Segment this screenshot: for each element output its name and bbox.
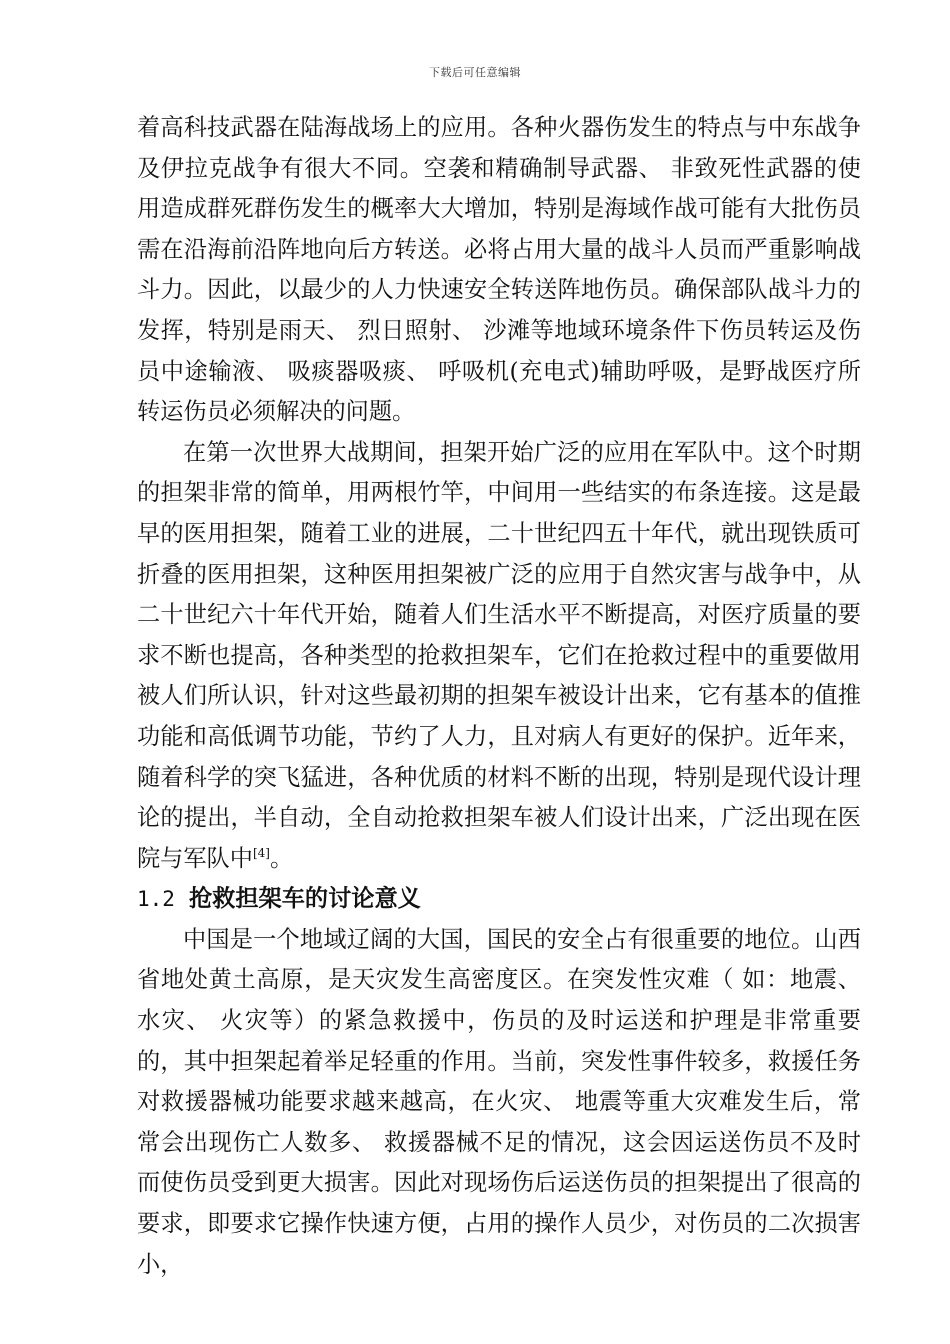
section-number: 1.2 [137,887,175,912]
section-heading [137,879,861,920]
paragraph-1: 着高科技武器在陆海战场上的应用。各种火器伤发生的特点与中东战争及伊拉克战争有很大不同。空袭和精确制导武器、 非致死性武器的使用造成群死群伤发生的概率大大增加，特别是海域作战可能有大批伤员需在沿海前沿阵地向后方转送。必将占用大量的战斗人员而严重影响战斗力。因此，以最少的人力快速安全转送阵地伤员。确保部队战斗力的发挥，特别是雨天、 烈日照射、 沙滩等地域环境条件下伤员转运及伤员中途输液、 吸痰器吸痰、 呼吸机(充电式)辅助呼吸，是野战医疗所转运伤员必须解决的问题。 [137,114,861,426]
citation-4: [4] [252,845,270,860]
paragraph-2 [137,433,861,880]
section-title: 抢救担架车的讨论意义 [189,885,421,913]
paragraph-2-end: 。 [269,844,294,872]
paragraph-3: 中国是一个地域辽阔的大国，国民的安全占有很重要的地位。山西省地处黄土高原，是天灾发生高密度区。在突发性灾难（ 如：地震、 水灾、 火灾等）的紧急救援中，伤员的及时运送和护理是非常重要的，其中担架起着举足轻重的作用。当前，突发性事件较多，救援任务对救援器械功能要求越来越高，在火灾、 地震等重大灾难发生后，常常会出现伤亡人数多、 救援器械不足的情况，这会因运送伤员不及时而使伤员受到更大损害。因此对现场伤后运送伤员的担架提出了很高的要求，即要求它操作快速方便，占用的操作人员少，对伤员的二次损害小， [137,925,861,1278]
paragraph-2-text: 在第一次世界大战期间，担架开始广泛的应用在军队中。这个时期的担架非常的简单，用两根竹竿，中间用一些结实的布条连接。这是最早的医用担架，随着工业的进展，二十世纪四五十年代，就出现铁质可折叠的医用担架，这种医用担架被广泛的应用于自然灾害与战争中，从二十世纪六十年代开始，随着人们生活水平不断提高，对医疗质量的要求不断也提高，各种类型的抢救担架车，它们在抢救过程中的重要做用被人们所认识，针对这些最初期的担架车被设计出来，它有基本的值推功能和高低调节功能，节约了人力，且对病人有更好的保护。近年来，随着科学的突飞猛进，各种优质的材料不断的出现，特别是现代设计理论的提出，半自动，全自动抢救担架车被人们设计出来，广泛出现在医院与军队中 [137,438,861,872]
document-body [137,108,861,1285]
page-header: 下载后可任意编辑 [429,66,521,79]
